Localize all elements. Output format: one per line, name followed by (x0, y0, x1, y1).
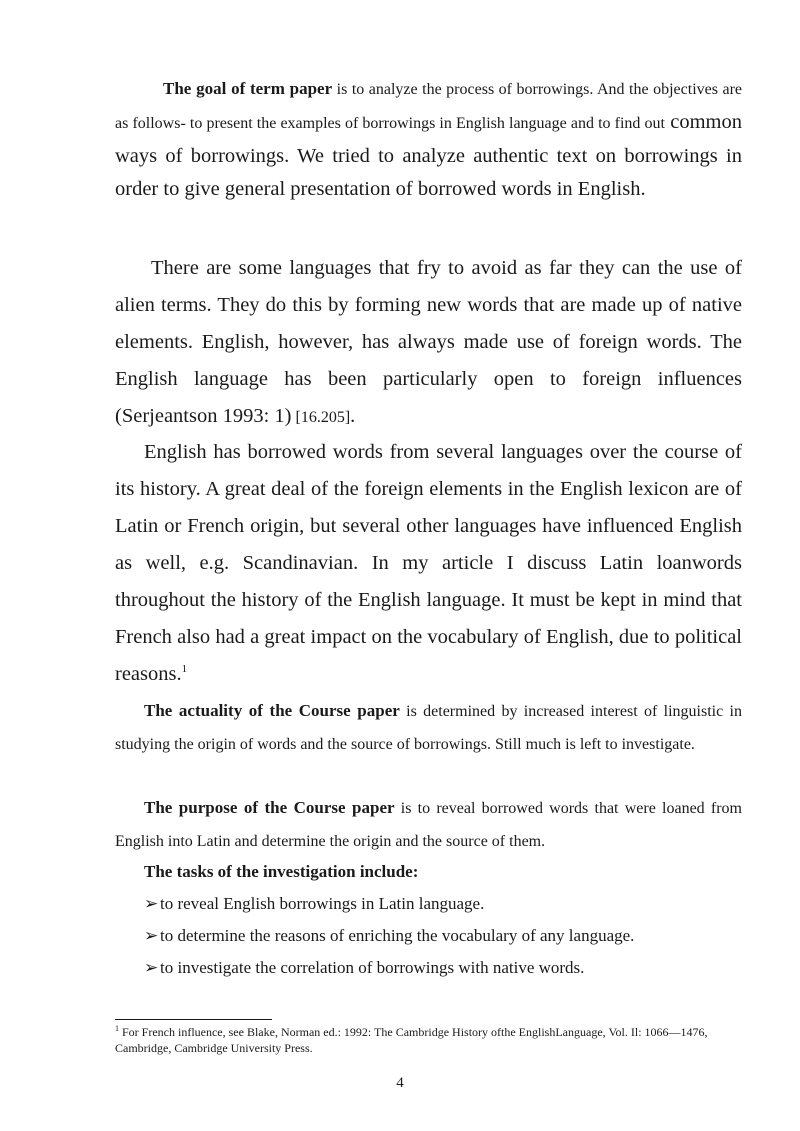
citation: [16.205] (291, 409, 351, 426)
purpose-text: is to reveal borrowed words that were loaned from English into Latin and determine the origin and the source of them. (115, 800, 743, 850)
task-text: to determine the reasons of enriching the vocabulary of any language. (160, 926, 635, 945)
tasks-list (144, 888, 634, 984)
history-text: English has borrowed words from several languages over the course of its history. A great deal of the foreign elements in the English lexicon are of Latin or French origin, but several other languages have influenced English as well, e.g. Scandinavian. In my article I discuss Latin loanwords throughout the history of the English language. It must be kept in mind that French also had a great impact on the vocabulary of English, due to political reasons. (115, 441, 742, 685)
history-paragraph (115, 434, 742, 693)
actuality-paragraph (115, 695, 742, 761)
footnote-divider (115, 1019, 272, 1020)
alien-terms-paragraph (115, 250, 742, 436)
list-item (144, 920, 634, 952)
goal-text-small: is to analyze the process of borrowings. And the objectives are as follows- to present the examples of borrowings in English language and to find out (115, 81, 743, 132)
arrow-bullet-icon: ➢ (144, 926, 159, 945)
goal-heading: The goal of term paper (163, 79, 333, 98)
footnote-reference: 1 (181, 663, 188, 676)
goal-paragraph (115, 73, 742, 206)
goal-text-large: common ways of borrowings. We tried to analyze authentic text on borrowings in order to give general presentation of borrowed words in English. (115, 111, 742, 200)
list-item (144, 888, 634, 920)
tasks-heading-text: The tasks of the investigation include: (144, 862, 419, 881)
alien-terms-text: There are some languages that fry to avoid as far they can the use of alien terms. They do this by forming new words that are made up of native elements. English, however, has always made use of foreign words. The English language has been particularly open to foreign influences (Serjeantson 1993: 1) (115, 257, 742, 427)
arrow-bullet-icon: ➢ (144, 894, 159, 913)
tasks-heading (144, 856, 744, 888)
purpose-heading: The purpose of the Course paper (144, 798, 395, 817)
actuality-text: is determined by increased interest of linguistic in studying the origin of words and the source of borrowings. Still much is left to investigate. (115, 703, 742, 753)
task-text: to reveal English borrowings in Latin language. (160, 894, 485, 913)
alien-terms-end: . (350, 405, 356, 427)
list-item (144, 952, 634, 984)
page-number: 4 (396, 1075, 404, 1091)
footnote-mark: 1 (115, 1024, 119, 1033)
actuality-heading: The actuality of the Course paper (144, 701, 400, 720)
footnote (115, 1024, 745, 1056)
task-text: to investigate the correlation of borrowings with native words. (160, 958, 585, 977)
footnote-text: For French influence, see Blake, Norman ed.: 1992: The Cambridge History ofthe EnglishLanguage, Vol. Il: 1066—1476, Cambridge, Cambridge University Press. (115, 1025, 708, 1055)
arrow-bullet-icon: ➢ (144, 958, 159, 977)
purpose-paragraph (115, 792, 742, 858)
